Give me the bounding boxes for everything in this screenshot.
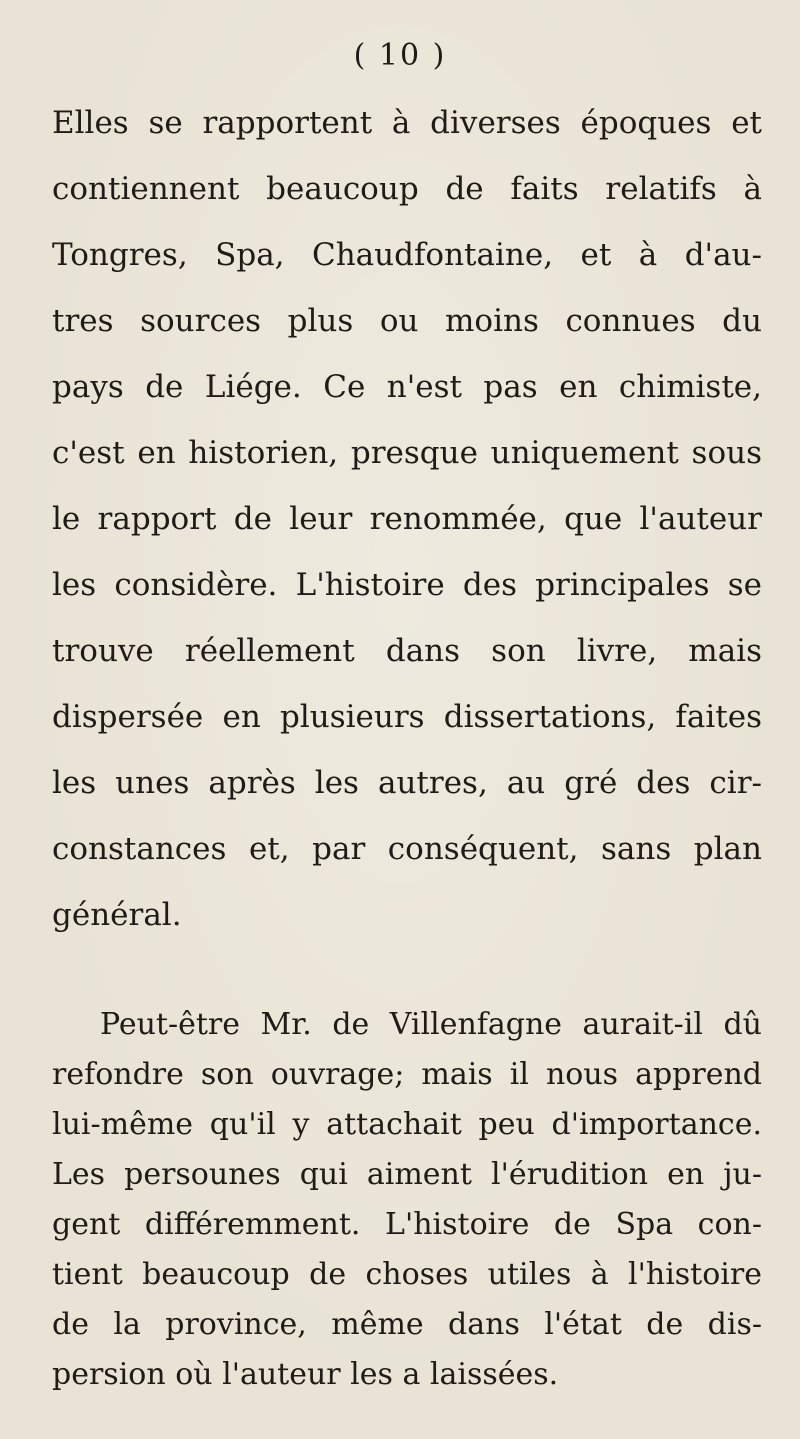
text-line: les considère. L'histoire des principales se bbox=[52, 567, 762, 603]
text-line: contiennent beaucoup de faits relatifs à bbox=[52, 171, 762, 207]
text-line: le rapport de leur renommée, que l'auteur bbox=[52, 501, 762, 537]
text-line: tient beaucoup de choses utiles à l'histoire bbox=[52, 1257, 762, 1292]
text-line: les unes après les autres, au gré des cir- bbox=[52, 765, 762, 801]
text-line: général. bbox=[52, 897, 182, 933]
text-line: persion où l'auteur les a laissées. bbox=[52, 1357, 559, 1392]
text-line: c'est en historien, presque uniquement sous bbox=[52, 435, 762, 471]
text-line: constances et, par conséquent, sans plan bbox=[52, 831, 762, 867]
text-line: tres sources plus ou moins connues du bbox=[52, 303, 762, 339]
text-line: refondre son ouvrage; mais il nous apprend bbox=[52, 1057, 762, 1092]
text-line: trouve réellement dans son livre, mais bbox=[52, 633, 762, 669]
page-number: ( 10 ) bbox=[353, 38, 447, 73]
text-line: lui-même qu'il y attachait peu d'importance. bbox=[52, 1107, 762, 1142]
text-line: de la province, même dans l'état de dis- bbox=[52, 1307, 762, 1342]
text-line: Elles se rapportent à diverses époques et bbox=[52, 105, 762, 141]
text-line: dispersée en plusieurs dissertations, faites bbox=[52, 699, 762, 735]
text-line: gent différemment. L'histoire de Spa con- bbox=[52, 1207, 762, 1242]
text-line: Les persounes qui aiment l'érudition en ju- bbox=[52, 1157, 762, 1192]
text-line: Tongres, Spa, Chaudfontaine, et à d'au- bbox=[52, 237, 762, 273]
text-line: pays de Liége. Ce n'est pas en chimiste, bbox=[52, 369, 762, 405]
text-line: Peut-être Mr. de Villenfagne aurait-il dû bbox=[100, 1007, 762, 1042]
